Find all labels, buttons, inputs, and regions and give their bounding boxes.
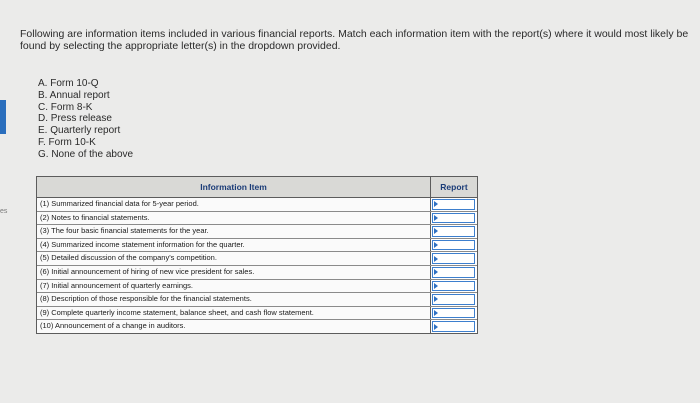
report-cell: [430, 225, 477, 238]
report-cell: [430, 239, 477, 252]
report-dropdown-5[interactable]: [432, 253, 475, 264]
table-row: [37, 265, 477, 279]
table-row: [37, 279, 477, 293]
information-item-cell: (6) Initial announcement of hiring of new vice president for sales.: [40, 266, 255, 276]
report-cell: [430, 293, 477, 306]
report-dropdown-4[interactable]: [432, 240, 475, 251]
report-cell: [430, 266, 477, 279]
information-item-cell: (1) Summarized financial data for 5-year period.: [40, 199, 199, 208]
information-item-cell: (5) Detailed discussion of the company's competition.: [40, 253, 217, 263]
report-dropdown-9[interactable]: [432, 308, 475, 319]
report-cell: [430, 280, 477, 293]
option-item: A. Form 10-Q: [38, 78, 99, 89]
report-dropdown-7[interactable]: [432, 281, 475, 292]
report-cell: [430, 198, 477, 211]
table-header: [37, 177, 477, 198]
option-item: F. Form 10-K: [38, 136, 96, 148]
table-row: [37, 251, 477, 265]
left-edge-label: es: [0, 208, 8, 215]
information-item-cell: (2) Notes to financial statements.: [40, 212, 150, 222]
table-row: [37, 319, 477, 333]
option-item: G. None of the above: [38, 148, 134, 160]
table-row: [37, 224, 477, 238]
left-edge-accent: [0, 100, 6, 134]
information-item-cell: (9) Complete quarterly income statement, balance sheet, and cash flow statement.: [40, 307, 314, 317]
report-options-list: [38, 78, 133, 161]
report-dropdown-3[interactable]: [432, 226, 475, 237]
report-dropdown-1[interactable]: [432, 199, 475, 210]
information-item-cell: (8) Description of those responsible for the financial statements.: [40, 294, 252, 304]
report-dropdown-2[interactable]: [432, 213, 475, 224]
table-row: [37, 211, 477, 225]
report-cell: [430, 212, 477, 225]
option-item: C. Form 8-K: [38, 101, 93, 113]
information-item-cell: (7) Initial announcement of quarterly earnings.: [40, 280, 194, 290]
header-report: Report: [430, 177, 477, 197]
header-information-item: Information Item: [200, 182, 267, 192]
information-item-cell: (4) Summarized income statement information for the quarter.: [40, 239, 245, 249]
question-instructions: Following are information items included in various financial reports. Match each information item with the report(s) where it would most likely be found by selecting the appropriate letter(s) in the dropdown provided.: [20, 28, 689, 52]
report-cell: [430, 252, 477, 265]
option-item: B. Annual report: [38, 89, 110, 101]
report-cell: [430, 307, 477, 320]
report-cell: [430, 320, 477, 333]
matching-table: [36, 176, 478, 334]
report-dropdown-8[interactable]: [432, 294, 475, 305]
information-item-cell: (10) Announcement of a change in auditors.: [40, 321, 186, 331]
table-row: [37, 292, 477, 306]
report-dropdown-10[interactable]: [432, 321, 475, 332]
table-row: [37, 238, 477, 252]
table-row: [37, 198, 477, 211]
option-item: D. Press release: [38, 113, 112, 125]
report-dropdown-6[interactable]: [432, 267, 475, 278]
information-item-cell: (3) The four basic financial statements for the year.: [40, 226, 209, 236]
table-row: [37, 306, 477, 320]
table-body: [37, 198, 477, 333]
option-item: E. Quarterly report: [38, 125, 121, 137]
